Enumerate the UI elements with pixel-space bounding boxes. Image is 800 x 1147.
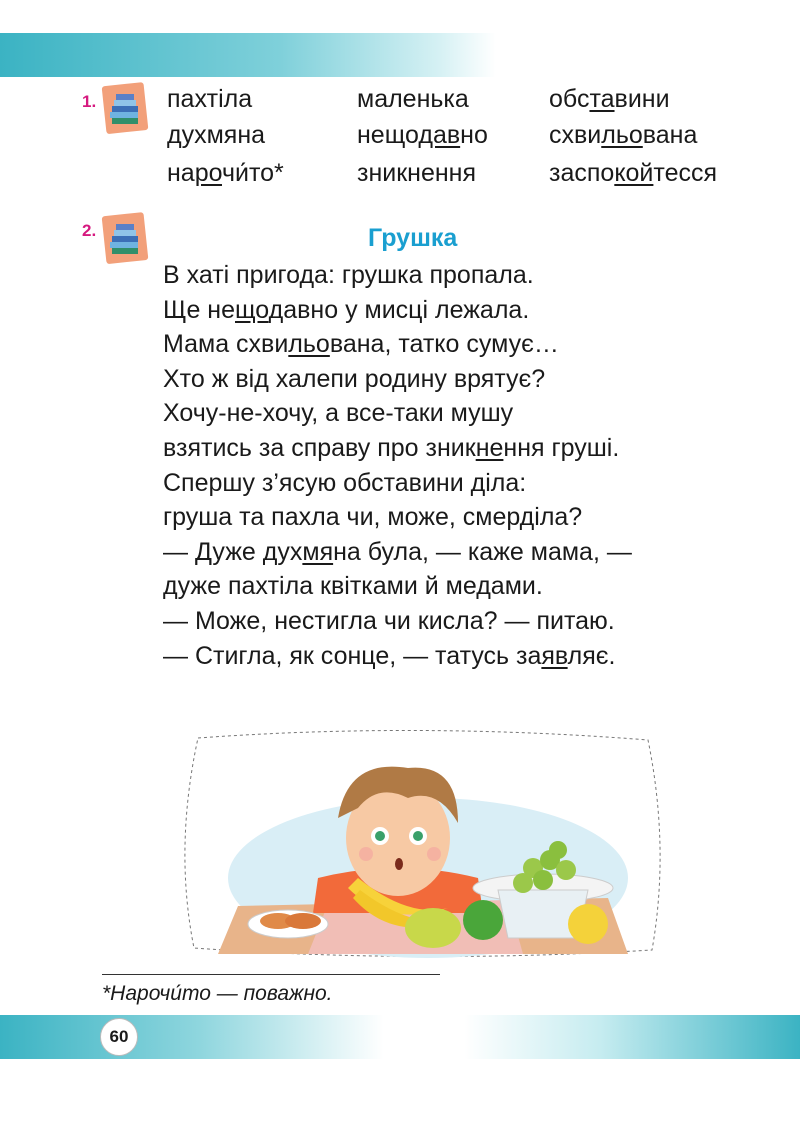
- poem-line: [163, 362, 632, 397]
- text-segment: но: [460, 121, 488, 149]
- text-segment: — Дуже дух: [163, 537, 303, 566]
- text-segment: дуже пахтіла квітками й медами.: [163, 572, 543, 601]
- poem-line: [163, 604, 632, 639]
- text-segment: Ще не: [163, 295, 235, 324]
- underlined-syllable: кой: [614, 159, 654, 187]
- text-segment: чи́то*: [221, 159, 284, 187]
- poem-line: [163, 639, 632, 674]
- text-segment: на була, — каже мама, —: [333, 537, 632, 566]
- text-segment: вини: [614, 85, 670, 113]
- book-stack-icon: [100, 210, 152, 266]
- underlined-syllable: яв: [541, 641, 568, 670]
- text-segment: зникнення: [357, 159, 477, 187]
- vocabulary-word: [357, 80, 469, 118]
- text-segment: ння груші.: [503, 433, 620, 462]
- text-segment: ляє.: [567, 641, 616, 670]
- exercise-2-number: 2.: [82, 221, 97, 240]
- text-segment: В хаті пригода: грушка пропала.: [163, 261, 534, 289]
- underlined-syllable: та: [589, 85, 615, 113]
- poem-line: [163, 327, 632, 362]
- poem-line: [163, 293, 632, 328]
- poem-line: [163, 535, 632, 570]
- poem-line: [163, 431, 632, 466]
- poem-line: [163, 258, 632, 293]
- text-segment: груша та пахла чи, може, смерділа?: [163, 503, 583, 532]
- poem-line: [163, 466, 632, 501]
- poem-line: [163, 396, 632, 431]
- text-segment: — Може, нестигла чи кисла? — питаю.: [163, 606, 615, 635]
- underlined-syllable: мя: [302, 537, 334, 566]
- underlined-syllable: льо: [288, 330, 330, 359]
- vocabulary-word: [167, 80, 252, 118]
- vocabulary-word: [549, 80, 670, 118]
- book-stack-icon: [100, 80, 152, 136]
- vocabulary-word: [549, 116, 697, 154]
- text-segment: тесся: [653, 159, 718, 187]
- underlined-syllable: дав: [418, 121, 461, 149]
- text-segment: Хочу-не-хочу, а все-таки мушу: [163, 399, 514, 428]
- text-segment: духмяна: [167, 121, 266, 149]
- top-decorative-band: [0, 33, 800, 77]
- text-segment: вана: [642, 121, 698, 149]
- text-segment: заспо: [549, 159, 615, 187]
- poem-text: [163, 258, 632, 673]
- text-segment: Хто ж від халепи родину врятує?: [163, 364, 546, 393]
- vocabulary-word: [167, 154, 284, 192]
- footnote-divider: [102, 974, 440, 975]
- text-segment: обс: [549, 85, 590, 113]
- vocabulary-word: [549, 154, 717, 192]
- footnote: *Нарочи́то — поважно.: [102, 982, 333, 1005]
- text-segment: схви: [549, 121, 602, 149]
- underlined-syllable: ро: [194, 159, 222, 187]
- underlined-syllable: що: [235, 295, 269, 324]
- vocabulary-word: [357, 116, 488, 154]
- poem-title: Грушка: [368, 224, 458, 252]
- page-number: 60: [100, 1018, 138, 1056]
- poem-line: [163, 500, 632, 535]
- text-segment: — Стигла, як сонце, — татусь за: [163, 641, 542, 670]
- boy-with-fruit-illustration: [178, 728, 666, 960]
- underlined-syllable: льо: [601, 121, 643, 149]
- text-segment: вана, татко сумує…: [329, 330, 559, 359]
- exercise-1-number: 1.: [82, 92, 97, 111]
- text-segment: давно у мисці лежала.: [268, 295, 530, 324]
- text-segment: маленька: [357, 85, 469, 113]
- text-segment: взятись за справу про зник: [163, 433, 476, 462]
- underlined-syllable: не: [475, 433, 504, 462]
- text-segment: Мама схви: [163, 330, 289, 359]
- text-segment: Спершу з’ясую обставини діла:: [163, 468, 527, 497]
- poem-line: [163, 569, 632, 604]
- text-segment: на: [167, 159, 195, 187]
- vocabulary-word: [357, 154, 476, 192]
- text-segment: пахтіла: [167, 85, 253, 113]
- vocabulary-word: [167, 116, 265, 154]
- text-segment: нещо: [357, 121, 419, 149]
